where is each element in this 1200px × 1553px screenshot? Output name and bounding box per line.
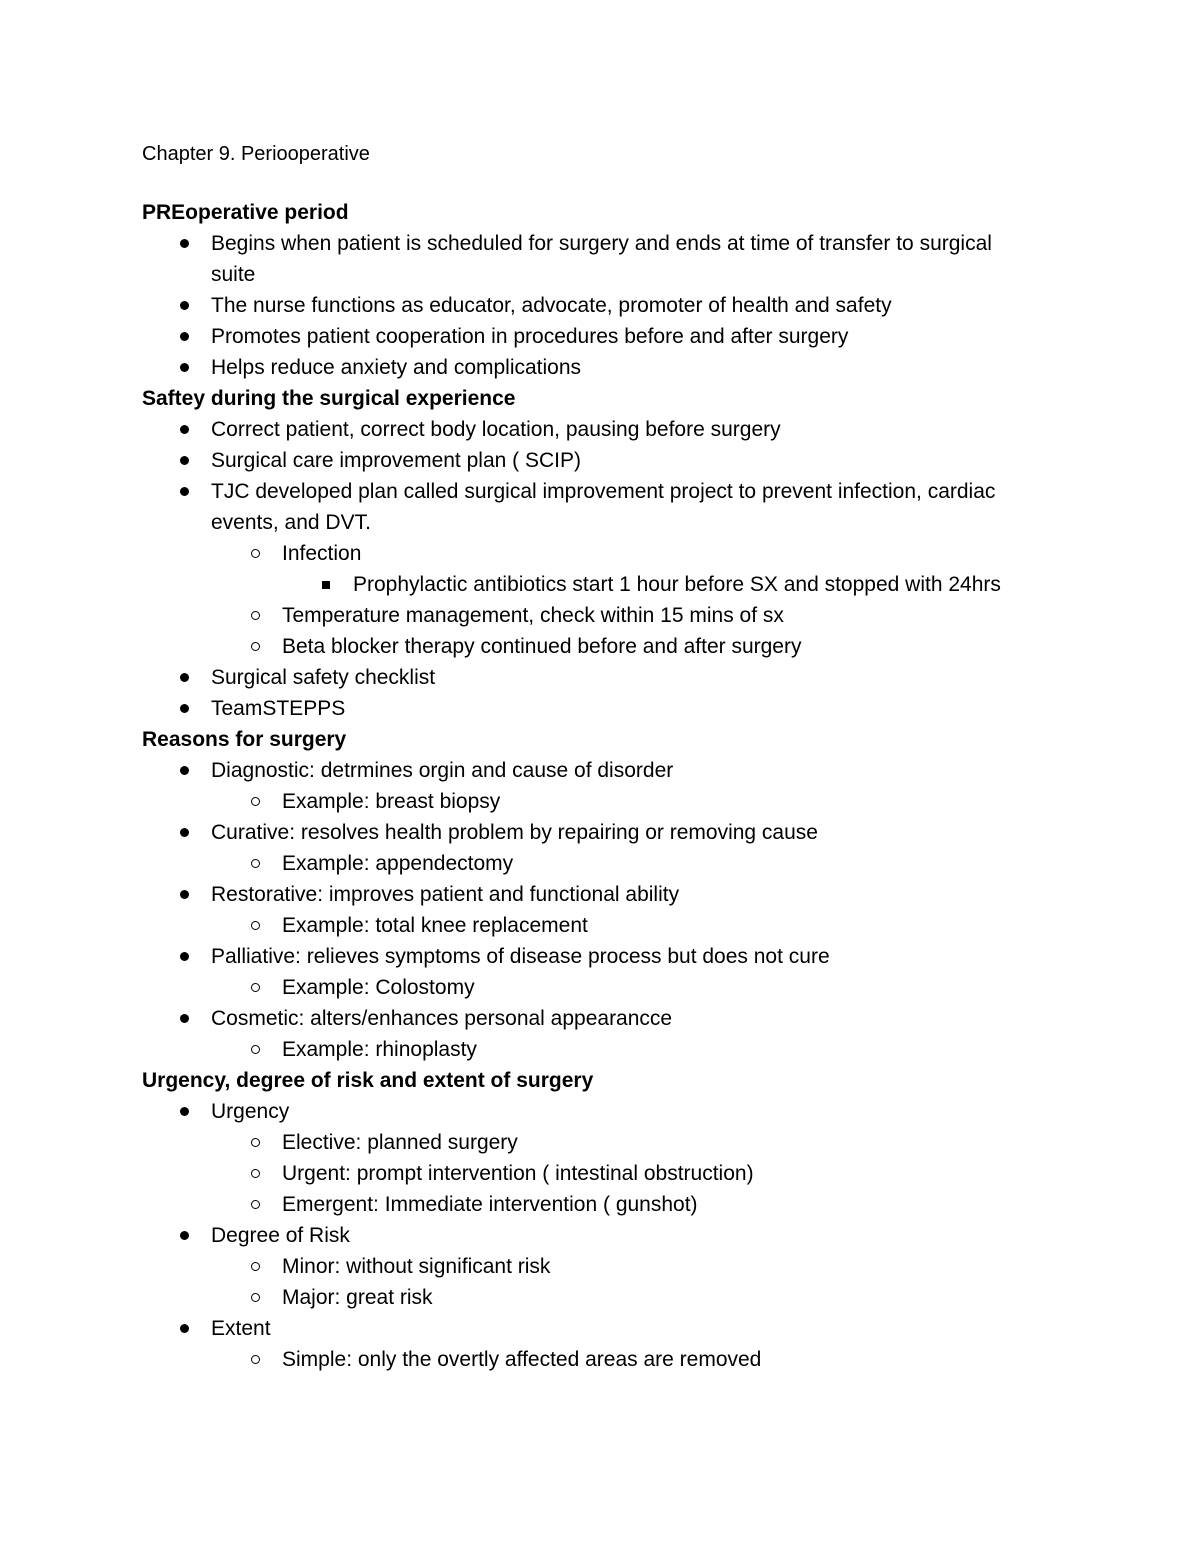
- bullet-disc-icon: [180, 828, 189, 837]
- list-item: Example: total knee replacement: [142, 910, 1042, 941]
- list-item: Example: Colostomy: [142, 972, 1042, 1003]
- bullet-circle-icon: [251, 549, 260, 558]
- list-item: Degree of Risk: [142, 1220, 1042, 1251]
- list-item: Extent: [142, 1313, 1042, 1344]
- list-item: Infection: [142, 538, 1042, 569]
- bullet-disc-icon: [180, 1324, 189, 1333]
- list-item: Elective: planned surgery: [142, 1127, 1042, 1158]
- list-item: Example: breast biopsy: [142, 786, 1042, 817]
- bullet-disc-icon: [180, 1231, 189, 1240]
- list-item: Simple: only the overtly affected areas are removed: [142, 1344, 1042, 1375]
- bullet-disc-icon: [180, 301, 189, 310]
- bullet-circle-icon: [251, 1355, 260, 1364]
- bullet-square-icon: [322, 581, 330, 589]
- list-item: Restorative: improves patient and functional ability: [142, 879, 1042, 910]
- list-item: Palliative: relieves symptoms of disease process but does not cure: [142, 941, 1042, 972]
- section-heading: Reasons for surgery: [142, 728, 347, 751]
- bullet-circle-icon: [251, 1262, 260, 1271]
- list-item: Cosmetic: alters/enhances personal appearancce: [142, 1003, 1042, 1034]
- list-item: Correct patient, correct body location, pausing before surgery: [142, 414, 1042, 445]
- bullet-disc-icon: [180, 487, 189, 496]
- list-item: Example: appendectomy: [142, 848, 1042, 879]
- bullet-list: [142, 228, 1042, 383]
- bullet-list: [142, 1096, 1042, 1375]
- bullet-disc-icon: [180, 704, 189, 713]
- list-item: Begins when patient is scheduled for surgery and ends at time of transfer to surgical suite: [142, 228, 1042, 290]
- bullet-disc-icon: [180, 332, 189, 341]
- list-item: Major: great risk: [142, 1282, 1042, 1313]
- list-item: Curative: resolves health problem by repairing or removing cause: [142, 817, 1042, 848]
- list-item: Beta blocker therapy continued before and after surgery: [142, 631, 1042, 662]
- bullet-disc-icon: [180, 363, 189, 372]
- document-page: [142, 139, 1042, 1375]
- bullet-circle-icon: [251, 1293, 260, 1302]
- list-item: The nurse functions as educator, advocate, promoter of health and safety: [142, 290, 1042, 321]
- list-item: Example: rhinoplasty: [142, 1034, 1042, 1065]
- list-item: TJC developed plan called surgical improvement project to prevent infection, cardiac events, and DVT.: [142, 476, 1042, 538]
- bullet-disc-icon: [180, 766, 189, 775]
- list-item: Surgical safety checklist: [142, 662, 1042, 693]
- list-item: Helps reduce anxiety and complications: [142, 352, 1042, 383]
- bullet-circle-icon: [251, 983, 260, 992]
- bullet-circle-icon: [251, 1200, 260, 1209]
- bullet-circle-icon: [251, 1045, 260, 1054]
- section-heading: Urgency, degree of risk and extent of surgery: [142, 1069, 594, 1092]
- list-item: Surgical care improvement plan ( SCIP): [142, 445, 1042, 476]
- list-item: TeamSTEPPS: [142, 693, 1042, 724]
- bullet-disc-icon: [180, 239, 189, 248]
- bullet-circle-icon: [251, 1169, 260, 1178]
- list-item: Urgency: [142, 1096, 1042, 1127]
- bullet-disc-icon: [180, 952, 189, 961]
- bullet-list: [142, 755, 1042, 1065]
- section-heading: Saftey during the surgical experience: [142, 387, 516, 410]
- bullet-circle-icon: [251, 611, 260, 620]
- document-title: Chapter 9. Periooperative: [142, 143, 370, 165]
- bullet-list: [142, 414, 1042, 724]
- bullet-disc-icon: [180, 456, 189, 465]
- list-item: Promotes patient cooperation in procedures before and after surgery: [142, 321, 1042, 352]
- bullet-circle-icon: [251, 642, 260, 651]
- bullet-circle-icon: [251, 797, 260, 806]
- list-item: Prophylactic antibiotics start 1 hour before SX and stopped with 24hrs: [142, 569, 1042, 600]
- section-heading: PREoperative period: [142, 201, 349, 224]
- bullet-disc-icon: [180, 890, 189, 899]
- bullet-circle-icon: [251, 921, 260, 930]
- list-item: Minor: without significant risk: [142, 1251, 1042, 1282]
- bullet-disc-icon: [180, 1107, 189, 1116]
- bullet-disc-icon: [180, 673, 189, 682]
- list-item: Temperature management, check within 15 mins of sx: [142, 600, 1042, 631]
- list-item: Urgent: prompt intervention ( intestinal obstruction): [142, 1158, 1042, 1189]
- bullet-disc-icon: [180, 1014, 189, 1023]
- bullet-disc-icon: [180, 425, 189, 434]
- bullet-circle-icon: [251, 859, 260, 868]
- list-item: Diagnostic: detrmines orgin and cause of disorder: [142, 755, 1042, 786]
- list-item: Emergent: Immediate intervention ( gunshot): [142, 1189, 1042, 1220]
- bullet-circle-icon: [251, 1138, 260, 1147]
